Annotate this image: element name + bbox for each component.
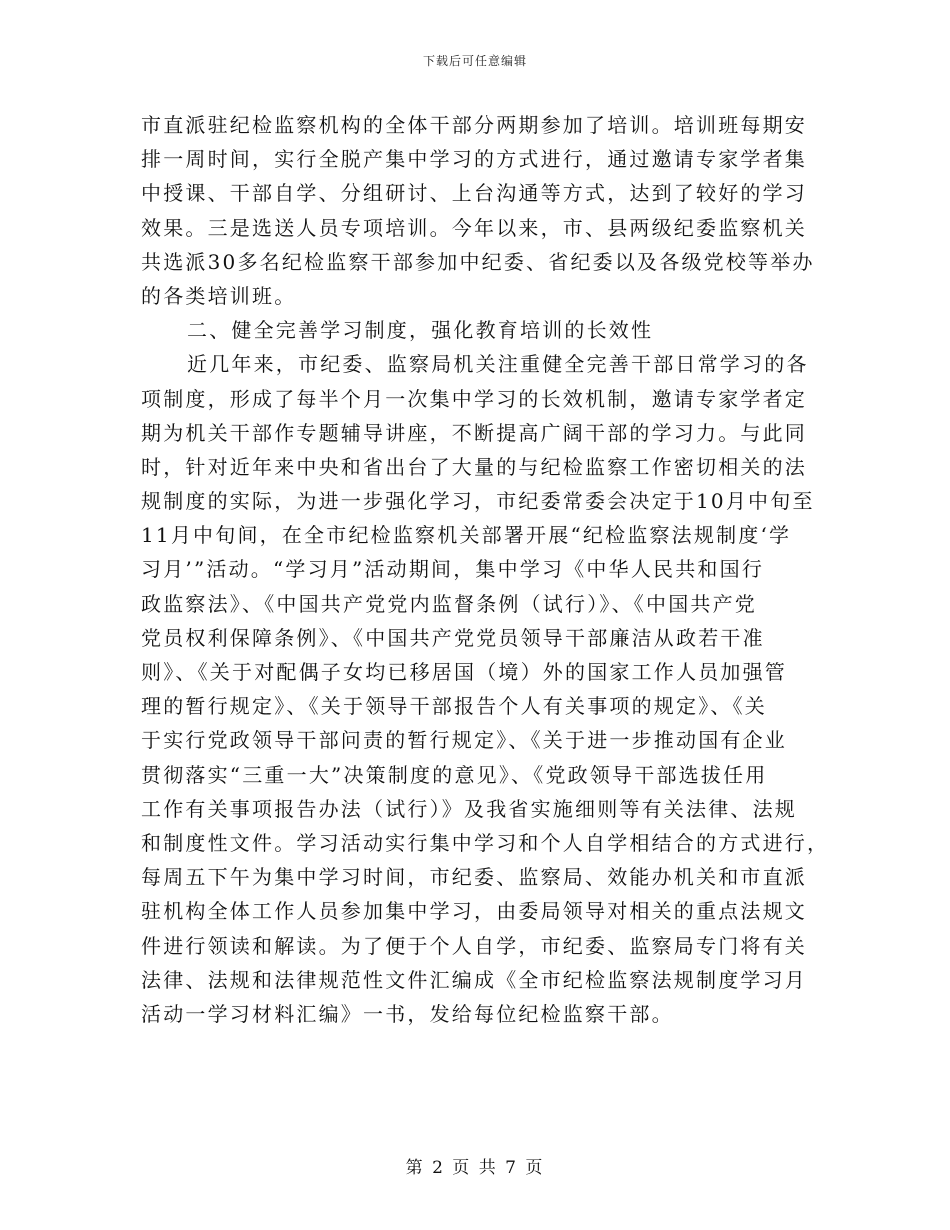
paragraph-p3-line-3: 期为机关干部作专题辅导讲座，不断提高广阔干部的学习力。与此同: [141, 420, 807, 445]
header-note: 下载后可任意编辑: [422, 54, 527, 68]
paragraph-p3-line-6: 11月中旬间，在全市纪检监察机关部署开展“纪检监察法规制度‘学: [141, 523, 792, 548]
paragraph-p3-line-16: 每周五下午为集中学习时间，市纪委、监察局、效能办机关和市直派: [141, 865, 807, 890]
paragraph-p3-line-7: 习月’”活动。“学习月”活动期间，集中学习《中华人民共和国行: [141, 557, 765, 582]
paragraph-p1-line-4: 效果。三是选送人员专项培训。今年以来，市、县两级纪委监察机关: [141, 215, 807, 240]
paragraph-p3-line-1: 近几年来，市纪委、监察局机关注重健全完善干部日常学习的各: [187, 352, 809, 377]
paragraph-p3-line-14: 工作有关事项报告办法（试行）》及我省实施细则等有关法律、法规: [141, 796, 797, 821]
paragraph-p1-line-1: 市直派驻纪检监察机构的全体干部分两期参加了培训。培训班每期安: [141, 113, 807, 137]
paragraph-p3-line-8: 政监察法》、《中国共产党党内监督条例（试行）》、《中国共产党: [141, 591, 757, 616]
paragraph-p1-line-6: 的各类培训班。: [141, 283, 297, 308]
paragraph-p3-line-2: 项制度，形成了每半个月一次集中学习的长效机制，邀请专家学者定: [141, 386, 807, 411]
paragraph-p1-line-5: 共选派30多名纪检监察干部参加中纪委、省纪委以及各级党校等举办: [141, 249, 815, 274]
paragraph-p3-line-19: 法律、法规和法律规范性文件汇编成《全市纪检监察法规制度学习月: [141, 967, 807, 992]
paragraph-p3-line-12: 于实行党政领导干部问责的暂行规定》、《关于进一步推动国有企业: [141, 728, 787, 753]
paragraph-p3-line-17: 驻机构全体工作人员参加集中学习，由委局领导对相关的重点法规文: [141, 899, 807, 924]
paragraph-p2-line-1: 二、健全完善学习制度，强化教育培训的长效性: [187, 318, 654, 343]
paragraph-p3-line-18: 件进行领读和解读。为了便于个人自学，市纪委、监察局专门将有关: [141, 933, 807, 958]
page-footer: 第 2 页 共 7 页: [405, 1158, 545, 1178]
paragraph-p3-line-4: 时，针对近年来中央和省出台了大量的与纪检监察工作密切相关的法: [141, 454, 807, 479]
paragraph-p3-line-11: 理的暂行规定》、《关于领导干部报告个人有关事项的规定》、《关: [141, 694, 767, 719]
document-body: [141, 108, 830, 1031]
paragraph-p3-line-15: 和制度性文件。学习活动实行集中学习和个人自学相结合的方式进行，: [141, 830, 830, 855]
paragraph-p3-line-5: 规制度的实际，为进一步强化学习，市纪委常委会决定于10月中旬至: [141, 489, 815, 514]
paragraph-p1-line-2: 排一周时间，实行全脱产集中学习的方式进行，通过邀请专家学者集: [141, 147, 807, 172]
paragraph-p1-line-3: 中授课、干部自学、分组研讨、上台沟通等方式，达到了较好的学习: [141, 181, 807, 206]
paragraph-p3-line-13: 贯彻落实“三重一大”决策制度的意见》、《党政领导干部选拔任用: [141, 762, 768, 787]
paragraph-p3-line-10: 则》、《关于对配偶子女均已移居国（境）外的国家工作人员加强管: [141, 660, 787, 684]
paragraph-p3-line-9: 党员权利保障条例》、《中国共产党党员领导干部廉洁从政若干准: [141, 625, 765, 650]
paragraph-p3-line-20: 活动一学习材料汇编》一书，发给每位纪检监察干部。: [141, 1001, 674, 1026]
